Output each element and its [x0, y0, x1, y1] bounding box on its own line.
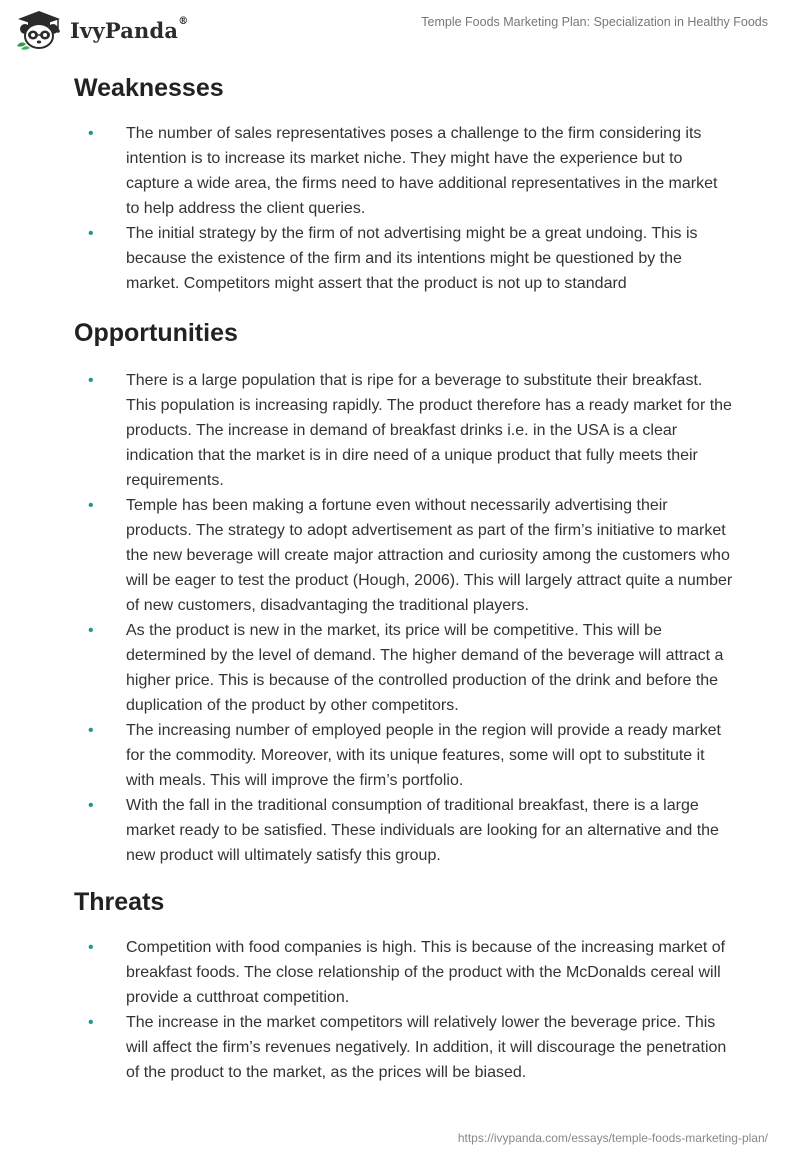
list-item [74, 221, 734, 296]
ivypanda-logo[interactable] [14, 10, 188, 50]
bullet-list [74, 121, 734, 296]
bullet-icon: • [88, 1014, 94, 1031]
list-item-text: The initial strategy by the firm of not advertising might be a great undoing. This is because the existence of the firm and its intentions might be questioned by the market. Competitors might assert that the product is not up to standard [126, 225, 698, 292]
list-item [74, 793, 734, 868]
list-item [74, 493, 734, 618]
source-url[interactable]: https://ivypanda.com/essays/temple-foods-marketing-plan/ [457, 1131, 768, 1145]
bullet-icon: • [88, 939, 94, 956]
bullet-icon: • [88, 722, 94, 739]
bullet-icon: • [88, 497, 94, 514]
document-title: Temple Foods Marketing Plan: Specialization in Healthy Foods [421, 15, 768, 29]
list-item-text: The number of sales representatives poses a challenge to the firm considering its intention is to increase its market niche. They might have the experience but to capture a wide area, the firms need to have additional representatives in the market to help address the client queries. [126, 125, 718, 217]
panda-mascot-icon [14, 10, 64, 50]
section-threats [74, 882, 734, 1085]
list-item [74, 935, 734, 1010]
brand-name: IvyPanda® [70, 15, 189, 43]
list-item-text: The increase in the market competitors will relatively lower the beverage price. This will affect the firm’s revenues negatively. In addition, it will discourage the penetration of the product to the market, as the prices will be biased. [126, 1014, 727, 1081]
list-item [74, 121, 734, 221]
section-heading: Threats [74, 888, 165, 916]
bullet-icon: • [88, 225, 94, 242]
list-item-text: The increasing number of employed people in the region will provide a ready market for the commodity. Moreover, with its unique features, some will opt to substitute it with meals. This will improve the firm’s portfolio. [126, 722, 721, 789]
list-item-text: As the product is new in the market, its price will be competitive. This will be determined by the level of demand. The higher demand of the beverage will attract a higher price. This is because of the controlled production of the drink and before the duplication of the product by other competitors. [126, 622, 724, 714]
essay-content [74, 68, 734, 1085]
section-weaknesses [74, 68, 734, 296]
list-item-text: Competition with food companies is high. This is because of the increasing market of breakfast foods. The close relationship of the product with the McDonalds cereal will provide a cutthroat competition. [126, 939, 726, 1006]
bullet-list [74, 935, 734, 1085]
bullet-icon: • [88, 622, 94, 639]
list-item-text: Temple has been making a fortune even without necessarily advertising their products. The strategy to adopt advertisement as part of the firm’s initiative to market the new beverage will create major attraction and curiosity among the customers who will be eager to test the product (Hough, 2006). This will largely attract quite a number of new customers, disadvantaging the traditional players. [126, 497, 733, 614]
trademark-symbol: ® [178, 15, 189, 27]
section-opportunities [74, 313, 734, 868]
list-item [74, 368, 734, 493]
section-heading: Opportunities [74, 319, 238, 347]
list-item [74, 718, 734, 793]
list-item-text: With the fall in the traditional consumption of traditional breakfast, there is a large market ready to be satisfied. These individuals are looking for an alternative and the new product will ultimately satisfy this group. [126, 797, 719, 864]
page-header [0, 0, 800, 60]
section-heading: Weaknesses [74, 74, 224, 102]
list-item-text: There is a large population that is ripe for a beverage to substitute their breakfast. This population is increasing rapidly. The product therefore has a ready market for the products. The increase in demand of breakfast drinks i.e. in the USA is a clear indication that the market is in dire need of a unique product that fully meets their requirements. [126, 372, 732, 489]
bullet-icon: • [88, 797, 94, 814]
list-item [74, 1010, 734, 1085]
bullet-list [74, 368, 734, 868]
list-item [74, 618, 734, 718]
bullet-icon: • [88, 125, 94, 142]
bullet-icon: • [88, 372, 94, 389]
